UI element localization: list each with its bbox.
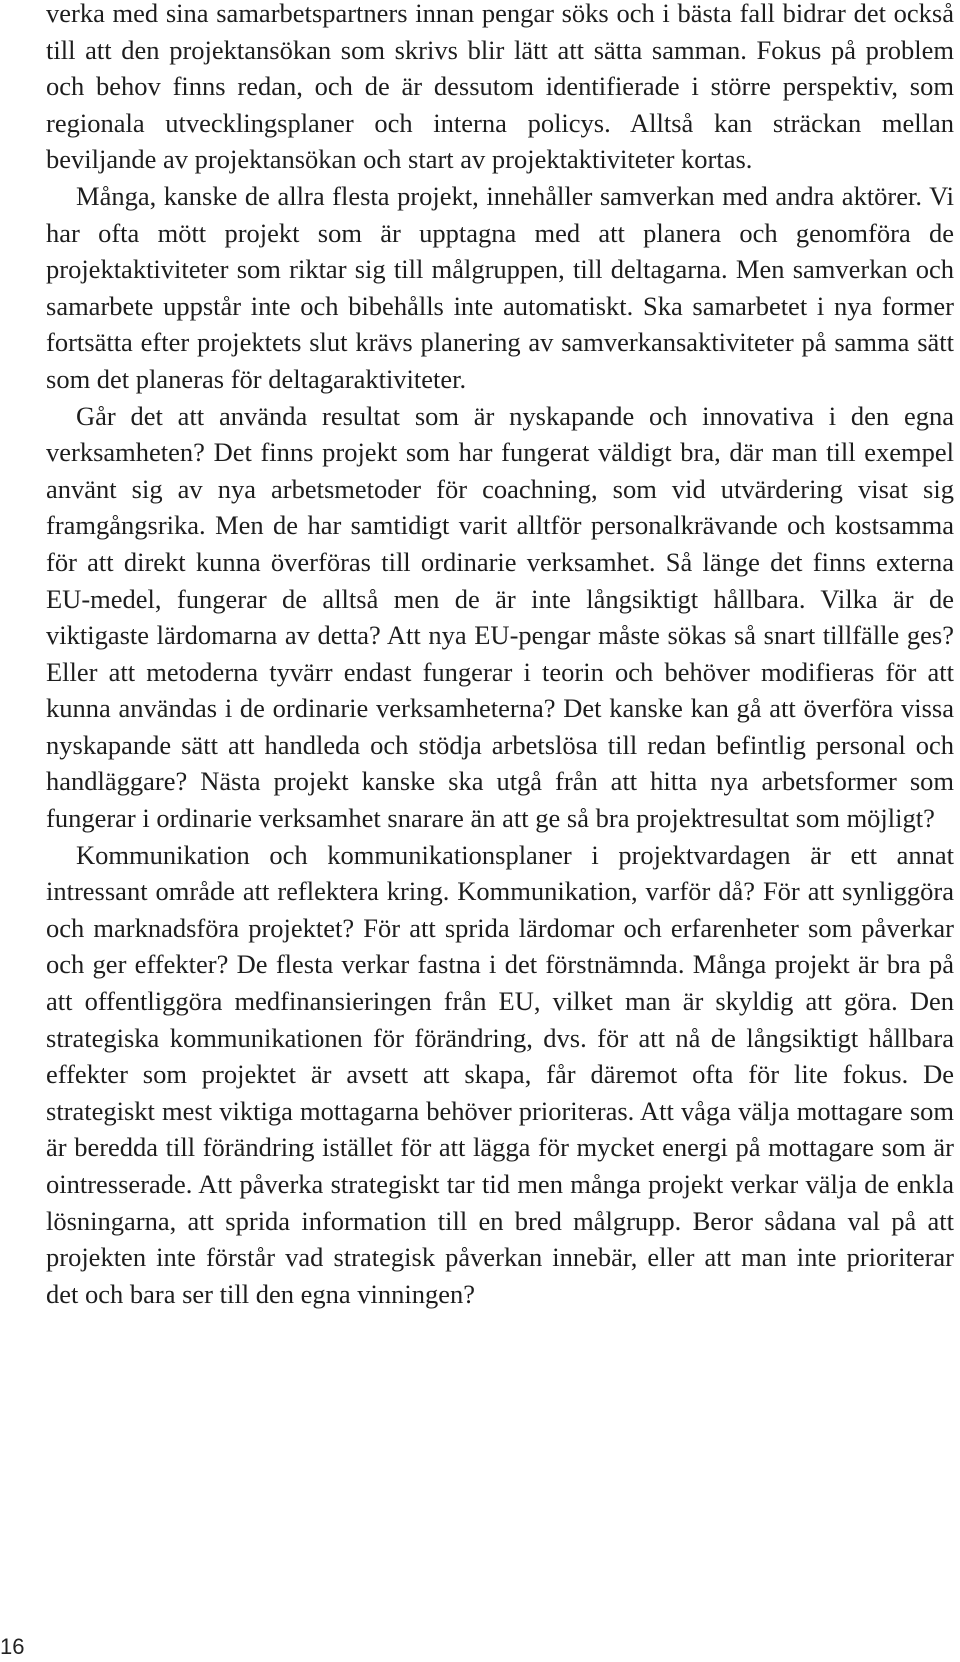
page-body [46, 0, 954, 1312]
paragraph-4: Kommunikation och kommunikationsplaner i projektvardagen är ett annat intressant område att reflektera kring. Kommunikation, varför då? För att synliggöra och marknadsföra projektet? För att sprida lärdomar och erfarenheter som påverkar och ger effekter? De flesta verkar fastna i det förstnämnda. Många projekt är bra på att offentliggöra medfinansieringen från EU, vilket man är skyldig att göra. Den strategiska kommunikationen för förändring, dvs. för att nå de långsiktigt hållbara effekter som projektet är avsett att skapa, får däremot ofta för lite fokus. De strategiskt mest viktiga mottagarna behöver prioriteras. Att våga välja mottagare som är beredda till förändring istället för att lägga för mycket energi på mottagare som är ointresserade. Att påverka strategiskt tar tid men många projekt verkar välja de enkla lösningarna, att sprida information till en bred målgrupp. Beror sådana val på att projekten inte förstår vad strategisk påverkan innebär, eller att man inte prioriterar det och bara ser till den egna vinningen? [46, 839, 954, 1309]
paragraph-3: Går det att använda resultat som är nyskapande och innovativa i den egna verksamheten? Det finns projekt som har fungerat väldigt bra, där man till exempel använt sig av nya arbetsmetoder för coachning, som vid utvärdering visat sig framgångsrika. Men de har samtidigt varit alltför personalkrävande och kostsamma för att direkt kunna överföras till ordinarie verksamhet. Så länge det finns externa EU-medel, fungerar de alltså men de är inte långsiktigt hållbara. Vilka är de viktigaste lärdomarna av detta? Att nya EU-pengar måste sökas så snart tillfälle ges? Eller att metoderna tyvärr endast fungerar i teorin och behöver modifieras för att kunna användas i de ordinarie verksamheterna? Det kanske kan gå att överföra vissa nyskapande sätt att handleda och stödja arbetslösa till redan befintlig personal och handläggare? Nästa projekt kanske ska utgå från att hitta nya arbetsformer som fungerar i ordinarie verksamhet snarare än att ge så bra projektresultat som möjligt? [46, 400, 954, 834]
paragraph-2: Många, kanske de allra flesta projekt, innehåller samverkan med andra aktörer. Vi har ofta mött projekt som är upptagna med att planera och genomföra de projektaktiviteter som riktar sig till målgruppen, till deltagarna. Men samverkan och samarbete uppstår inte och bibehålls inte automatiskt. Ska samarbetet i nya former fortsätta efter projektets slut krävs planering av samverkansaktiviteter på samma sätt som det planeras för deltagaraktiviteter. [46, 180, 954, 394]
paragraph-1: verka med sina samarbetspartners innan pengar söks och i bästa fall bidrar det också till att den projektansökan som skrivs blir lätt att sätta samman. Fokus på problem och behov finns redan, och de är dessutom identifierade i större perspektiv, som regionala utvecklingsplaner och interna policys. Alltså kan sträckan mellan beviljande av projektansökan och start av projektaktiviteter kortas. [46, 0, 954, 175]
page-number: 16 [0, 1634, 25, 1659]
